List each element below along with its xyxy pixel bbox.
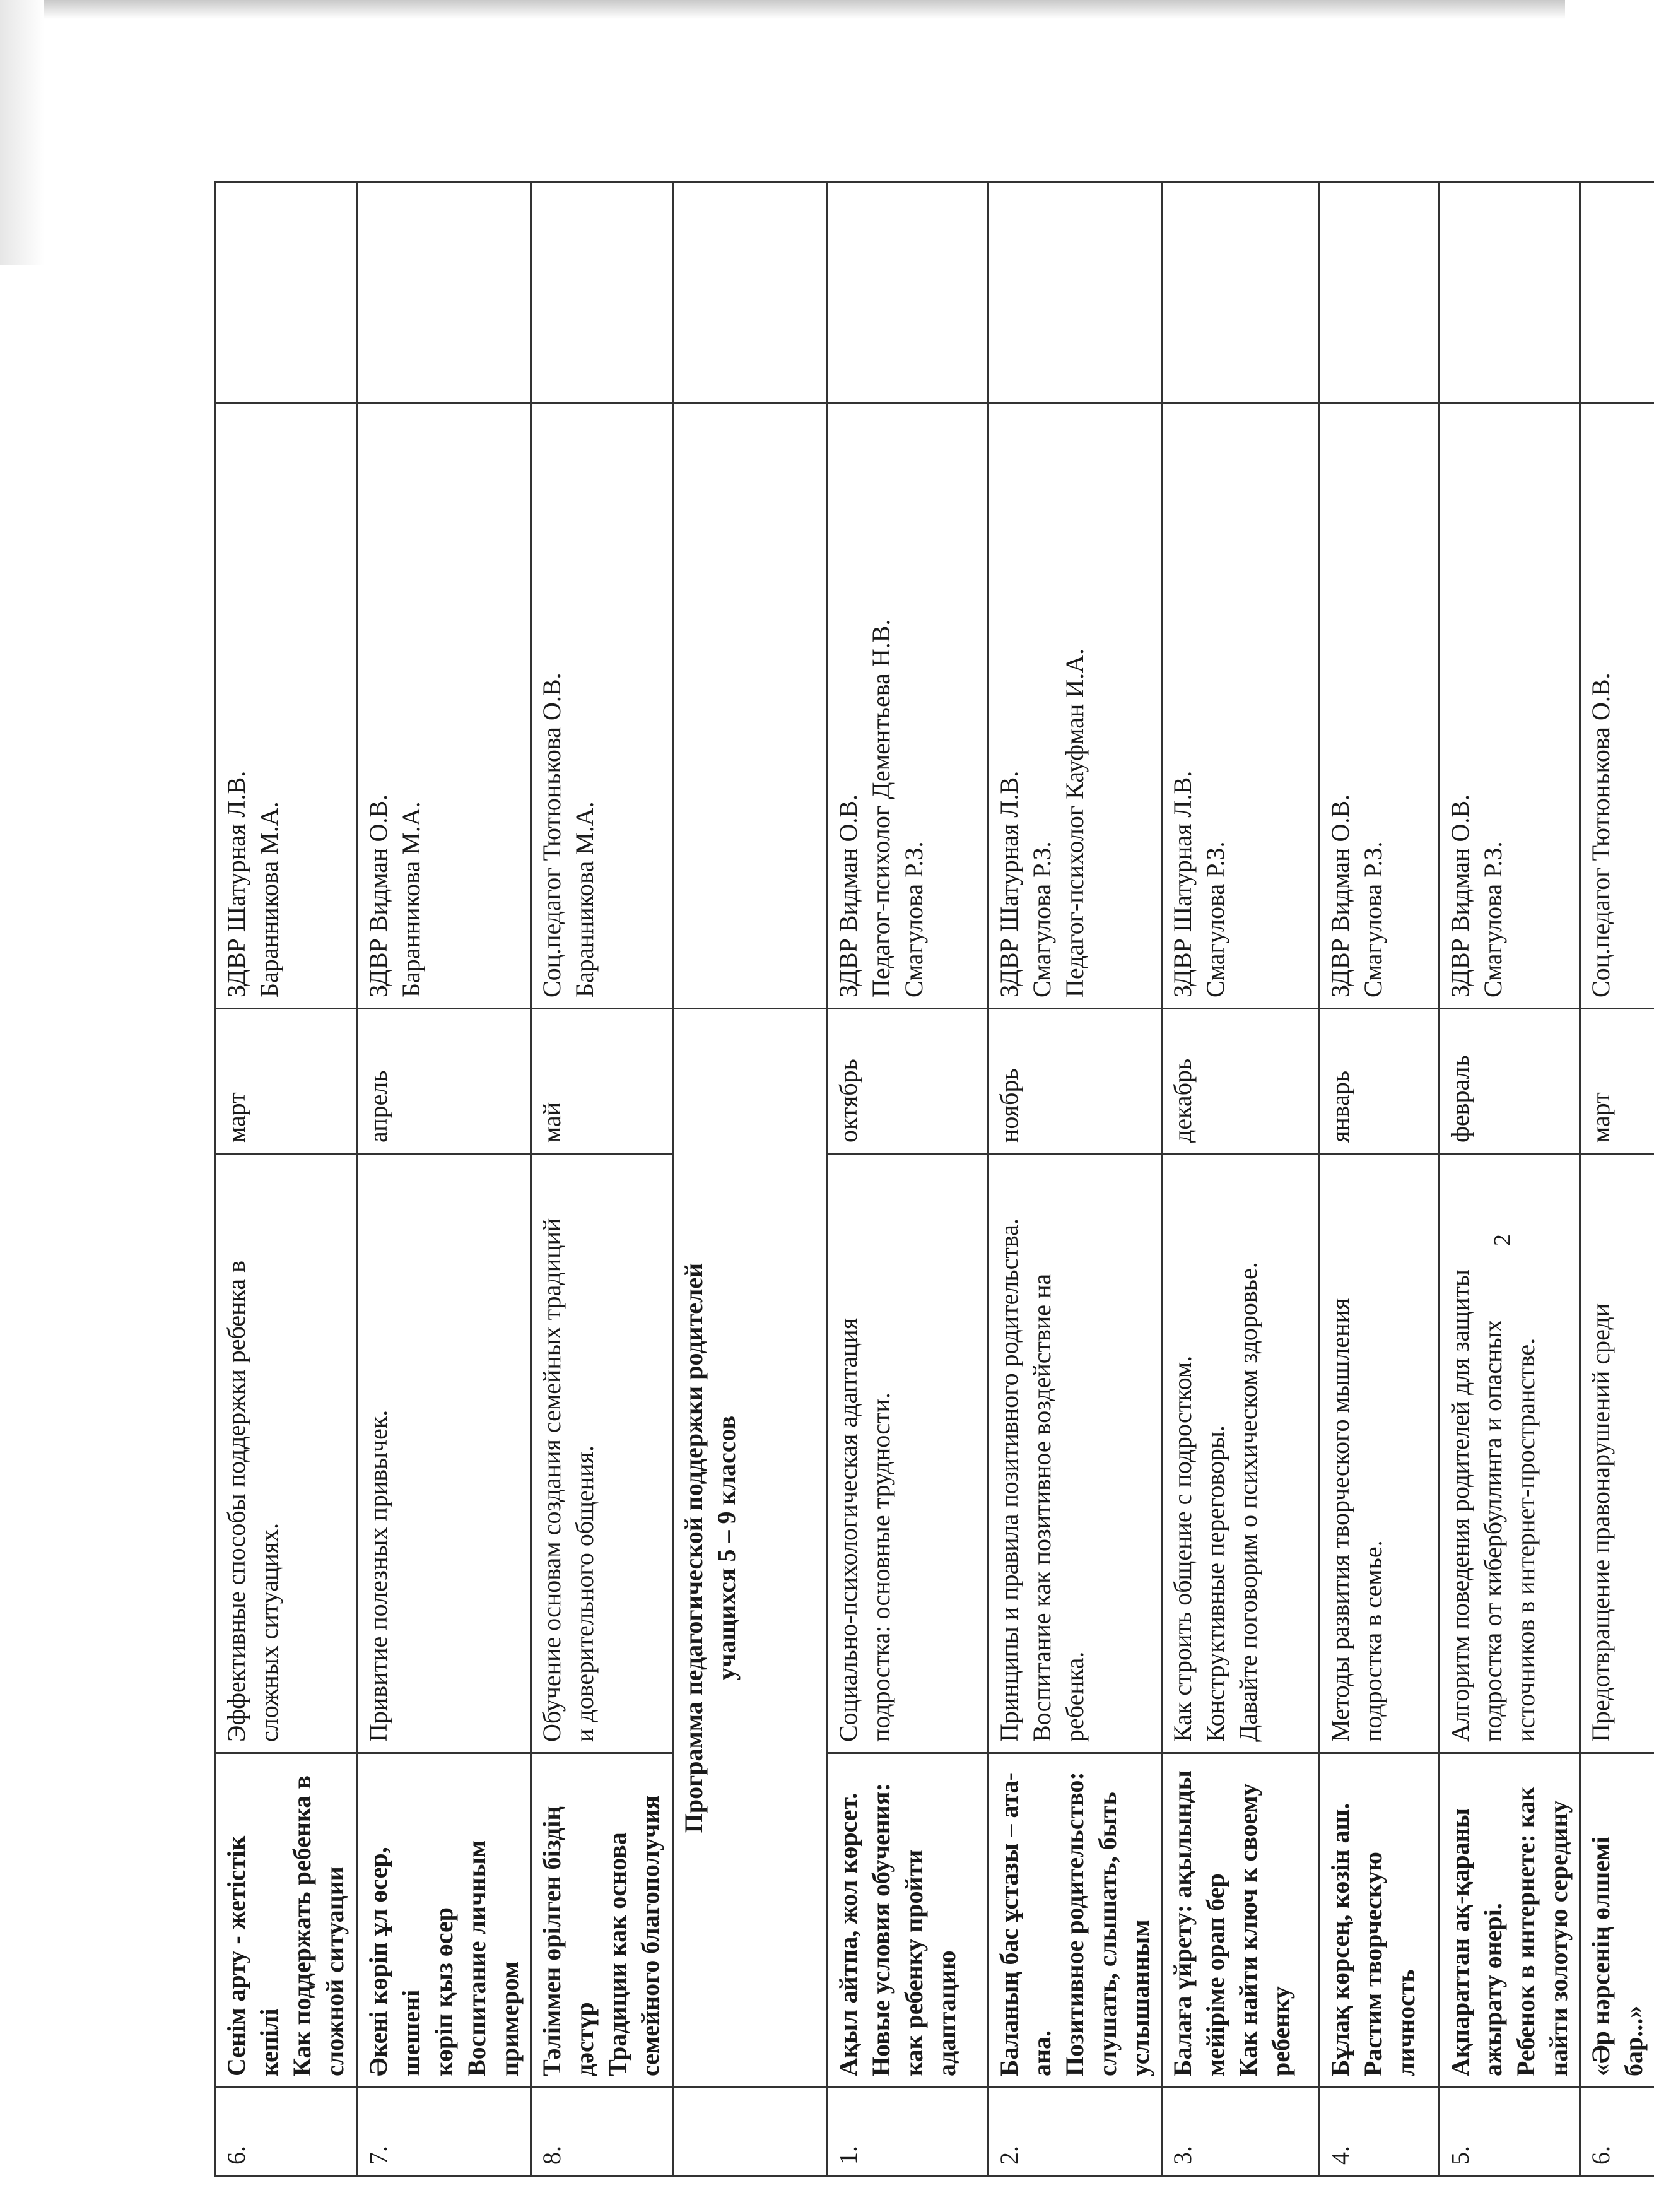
content-line: Методы развития творческого мышления bbox=[1326, 1298, 1354, 1742]
topic-line: Ақпараттан ақ-қараны bbox=[1446, 1808, 1474, 2076]
table-row bbox=[358, 182, 531, 2176]
topic-line: Ақыл айтпа, жол көрсет. bbox=[834, 1792, 862, 2076]
topic-line: Растим творческую bbox=[1359, 1852, 1387, 2076]
content-line: Принципы и правила позитивного родительства. bbox=[995, 1218, 1023, 1742]
section-blank-cell bbox=[673, 182, 828, 403]
content-line: Конструктивные переговоры. bbox=[1201, 1425, 1229, 1742]
content-cell bbox=[1320, 1154, 1440, 1753]
responsible-line: Соц.педагог Тютюнькова О.В. bbox=[1587, 673, 1615, 997]
month-cell: декабрь bbox=[1162, 1009, 1320, 1154]
topic-cell bbox=[1320, 1753, 1440, 2088]
content-line: подростка: основные трудности. bbox=[867, 1392, 895, 1742]
section-blank-cell bbox=[673, 403, 828, 1009]
content-line: подростка от кибербуллинга и опасных bbox=[1479, 1319, 1507, 1742]
topic-line: Как поддержать ребенка в bbox=[288, 1775, 316, 2076]
topic-line: Тәліммен өрілген біздің bbox=[537, 1806, 566, 2076]
topic-cell bbox=[828, 1753, 988, 2088]
content-line: источников в интернет-пространстве. bbox=[1511, 1338, 1540, 1742]
content-line: подростка в семье. bbox=[1359, 1540, 1387, 1742]
content-cell bbox=[358, 1154, 531, 1753]
notes-cell bbox=[358, 182, 531, 403]
topic-line: ажырату өнері. bbox=[1479, 1903, 1507, 2076]
content-line: Давайте поговорим о психическом здоровье. bbox=[1234, 1262, 1262, 1742]
content-line: Как строить общение с подростком. bbox=[1168, 1355, 1197, 1742]
topic-line: Балаға үйрету: ақылынды bbox=[1168, 1770, 1197, 2076]
responsible-line: ЗДВР Шатурная Л.В. bbox=[1168, 770, 1197, 997]
responsible-line: Баранникова М.А. bbox=[255, 801, 283, 997]
content-line: Привитие полезных привычек. bbox=[364, 1409, 392, 1742]
topic-line: слушать, слышать, быть bbox=[1093, 1792, 1122, 2076]
topic-cell bbox=[988, 1753, 1162, 2088]
table-row bbox=[988, 182, 1162, 2176]
notes-cell bbox=[988, 182, 1162, 403]
topic-line: Воспитание личным bbox=[462, 1840, 491, 2076]
notes-cell bbox=[1440, 182, 1580, 403]
topic-line: Позитивное родительство: bbox=[1060, 1772, 1089, 2076]
section-title-line: Программа педагогической поддержки родителей bbox=[679, 1262, 708, 1833]
month-cell: октябрь bbox=[828, 1009, 988, 1154]
responsible-line: ЗДВР Шатурная Л.В. bbox=[995, 770, 1023, 997]
responsible-cell bbox=[1162, 403, 1320, 1009]
responsible-line: ЗДВР Видман О.В. bbox=[1326, 794, 1354, 997]
responsible-cell bbox=[216, 403, 358, 1009]
content-cell bbox=[1162, 1154, 1320, 1753]
content-cell bbox=[1580, 1154, 1654, 1753]
month-cell: февраль bbox=[1440, 1009, 1580, 1154]
section-title bbox=[673, 1009, 828, 2088]
responsible-line: Смагулова Р.З. bbox=[1359, 841, 1387, 997]
topic-line: көріп қыз өсер bbox=[430, 1907, 458, 2076]
topic-line: Әкені көріп ұл өсер, шешені bbox=[364, 1847, 425, 2076]
notes-cell bbox=[828, 182, 988, 403]
content-cell bbox=[216, 1154, 358, 1753]
program-table bbox=[214, 181, 1654, 2177]
topic-line: личность bbox=[1392, 1969, 1420, 2076]
table-row bbox=[1580, 182, 1654, 2176]
topic-line: мейіріме орап бер bbox=[1201, 1873, 1229, 2076]
row-number: 1. bbox=[828, 2088, 988, 2176]
row-number: 4. bbox=[1320, 2088, 1440, 2176]
notes-cell bbox=[1320, 182, 1440, 403]
table-row bbox=[531, 182, 673, 2176]
responsible-line: Смагулова Р.З. bbox=[900, 841, 928, 997]
content-line: Предотвращение правонарушений среди bbox=[1587, 1303, 1615, 1742]
content-line: Алгоритм поведения родителей для защиты bbox=[1446, 1269, 1474, 1742]
content-cell bbox=[988, 1154, 1162, 1753]
row-number: 5. bbox=[1440, 2088, 1580, 2176]
topic-cell bbox=[1580, 1753, 1654, 2088]
topic-line: ребенку bbox=[1267, 1986, 1295, 2076]
responsible-line: ЗДВР Видман О.В. bbox=[834, 794, 862, 997]
content-line: и доверительного общения. bbox=[570, 1445, 599, 1742]
table-row bbox=[1440, 182, 1580, 2176]
section-heading-row-group bbox=[673, 182, 828, 2176]
topic-cell bbox=[216, 1753, 358, 2088]
row-number: 2. bbox=[988, 2088, 1162, 2176]
responsible-cell bbox=[828, 403, 988, 1009]
topic-cell bbox=[1162, 1753, 1320, 2088]
rotated-page-content bbox=[214, 158, 1648, 2177]
responsible-line: ЗДВР Шатурная Л.В. bbox=[222, 770, 250, 997]
table-row bbox=[828, 182, 988, 2176]
responsible-cell bbox=[988, 403, 1162, 1009]
content-cell bbox=[828, 1154, 988, 1753]
responsible-line: Смагулова Р.З. bbox=[1479, 841, 1507, 997]
table-body-top bbox=[216, 182, 673, 2176]
topic-line: адаптацию bbox=[932, 1950, 961, 2076]
responsible-cell bbox=[1440, 403, 1580, 1009]
notes-cell bbox=[216, 182, 358, 403]
month-cell: ноябрь bbox=[988, 1009, 1162, 1154]
content-line: ребенка. bbox=[1060, 1651, 1089, 1742]
topic-line: «Әр нәрсенің өлшемі бар...» bbox=[1587, 1836, 1648, 2076]
topic-line: дәстүр bbox=[570, 2002, 599, 2076]
month-cell: апрель bbox=[358, 1009, 531, 1154]
topic-line: Ребенок в интернете: как bbox=[1511, 1786, 1540, 2076]
notes-cell bbox=[1580, 182, 1654, 403]
notes-cell bbox=[531, 182, 673, 403]
table-row bbox=[1162, 182, 1320, 2176]
topic-cell bbox=[358, 1753, 531, 2088]
page-number: 2 bbox=[1489, 1234, 1516, 1246]
topic-line: Традиции как основа bbox=[603, 1832, 631, 2076]
topic-cell bbox=[1440, 1753, 1580, 2088]
responsible-line: Баранникова М.А. bbox=[570, 801, 599, 997]
content-line: Обучение основам создания семейных традиций bbox=[537, 1218, 566, 1742]
table-body-bottom bbox=[828, 182, 1654, 2176]
content-line: Воспитание как позитивное воздействие на bbox=[1028, 1273, 1056, 1742]
month-cell: март bbox=[1580, 1009, 1654, 1154]
section-blank-cell bbox=[673, 2088, 828, 2176]
topic-line: семейного благополучия bbox=[636, 1795, 664, 2076]
responsible-line: Соц.педагог Тютюнькова О.В. bbox=[537, 673, 566, 997]
table-row bbox=[1320, 182, 1440, 2176]
responsible-cell bbox=[531, 403, 673, 1009]
row-number: 6. bbox=[216, 2088, 358, 2176]
section-heading-row bbox=[673, 182, 828, 2176]
topic-line: Баланың бас ұстазы – ата- bbox=[995, 1772, 1023, 2076]
topic-line: Сенім арту - жетістік кепілі bbox=[222, 1835, 283, 2076]
content-line: сложных ситуациях. bbox=[255, 1522, 283, 1742]
month-cell: январь bbox=[1320, 1009, 1440, 1154]
content-cell bbox=[531, 1154, 673, 1753]
responsible-cell bbox=[1580, 403, 1654, 1009]
content-line: Социально-психологическая адаптация bbox=[834, 1317, 862, 1742]
topic-line: как ребенку пройти bbox=[900, 1849, 928, 2076]
topic-cell bbox=[531, 1753, 673, 2088]
scan-shadow-left bbox=[0, 0, 44, 265]
responsible-cell bbox=[358, 403, 531, 1009]
month-cell: март bbox=[216, 1009, 358, 1154]
month-cell: май bbox=[531, 1009, 673, 1154]
topic-line: Новые условия обучения: bbox=[867, 1783, 895, 2076]
responsible-line: ЗДВР Видман О.В. bbox=[364, 794, 392, 997]
responsible-line: Педагог-психолог Кауфман И.А. bbox=[1060, 648, 1089, 997]
row-number: 3. bbox=[1162, 2088, 1320, 2176]
content-line: Эффективные способы поддержки ребенка в bbox=[222, 1260, 250, 1742]
topic-line: примером bbox=[495, 1961, 524, 2076]
responsible-line: ЗДВР Видман О.В. bbox=[1446, 794, 1474, 997]
topic-line: Бұлақ көрсең, көзін аш. bbox=[1326, 1803, 1354, 2076]
topic-line: ана. bbox=[1028, 2030, 1056, 2076]
scan-shadow-top bbox=[0, 0, 1565, 19]
row-number: 7. bbox=[358, 2088, 531, 2176]
responsible-cell bbox=[1320, 403, 1440, 1009]
topic-line: сложной ситуации bbox=[320, 1866, 349, 2076]
section-title-line: учащихся 5 – 9 классов bbox=[712, 1415, 741, 1681]
responsible-line: Педагог-психолог Дементьева Н.В. bbox=[867, 619, 895, 997]
responsible-line: Смагулова Р.З. bbox=[1201, 841, 1229, 997]
responsible-line: Смагулова Р.З. bbox=[1028, 841, 1056, 997]
topic-line: услышанным bbox=[1126, 1919, 1154, 2076]
responsible-line: Баранникова М.А. bbox=[397, 801, 425, 997]
topic-line: Как найти ключ к своему bbox=[1234, 1783, 1262, 2076]
row-number: 6. bbox=[1580, 2088, 1654, 2176]
topic-line: найти золотую середину bbox=[1544, 1800, 1573, 2076]
content-cell bbox=[1440, 1154, 1580, 1753]
notes-cell bbox=[1162, 182, 1320, 403]
table-row bbox=[216, 182, 358, 2176]
row-number: 8. bbox=[531, 2088, 673, 2176]
